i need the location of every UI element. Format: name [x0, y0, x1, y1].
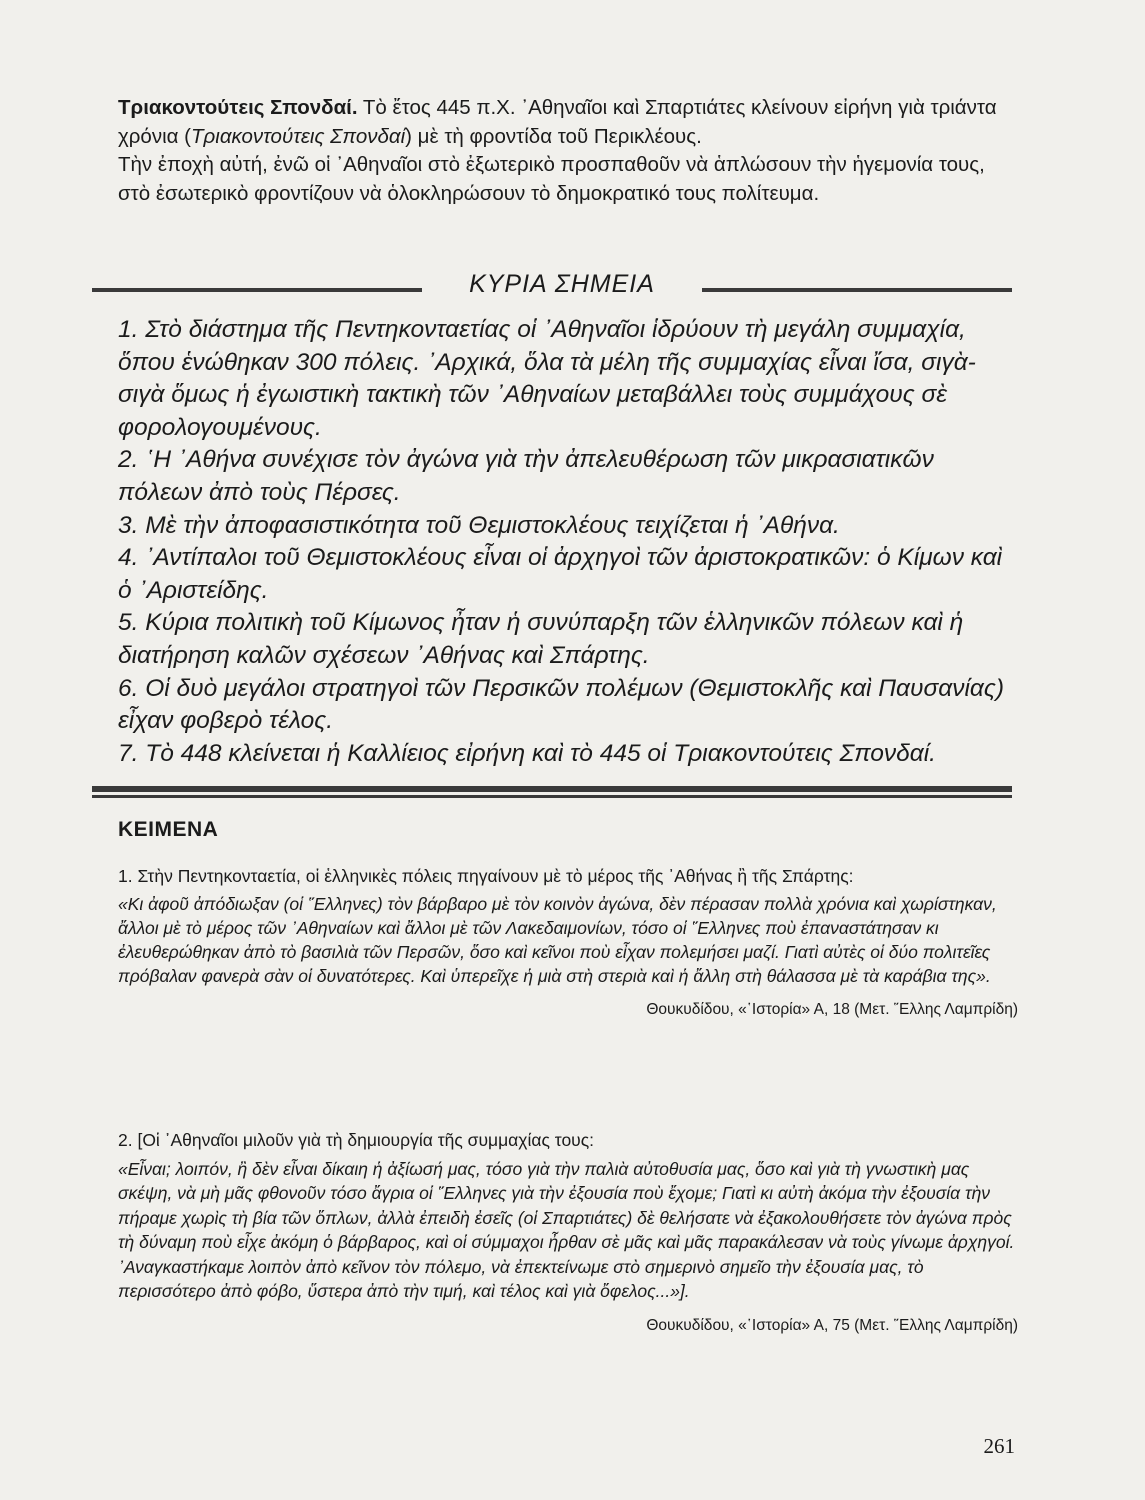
- key-point: 7. Τὸ 448 κλείνεται ἡ Καλλίειος εἰρήνη καὶ τὸ 445 οἱ Τριακοντούτεις Σπονδαί.: [118, 739, 936, 767]
- excerpt-2-source: Θουκυδίδου, «῾Ιστορία» Α, 75 (Μετ. ῞Ελλης Λαμπρίδη): [646, 1316, 1018, 1334]
- excerpt-2-intro: 2. [Οἱ ᾿Αθηναῖοι μιλοῦν γιὰ τὴ δημιουργία τῆς συμμαχίας τους:: [118, 1130, 595, 1150]
- key-point: 3. Μὲ τὴν ἀποφασιστικότητα τοῦ Θεμιστοκλέους τειχίζεται ἡ ᾿Αθήνα.: [118, 511, 840, 539]
- intro-text-a: Τὸ ἔτος 445 π.Χ. ᾿Αθηναῖοι καὶ Σπαρτιάτες κλείνουν εἰρήνη γιὰ τριάντα χρόνια (: [118, 96, 997, 148]
- text-excerpt-2: [118, 1128, 1018, 1338]
- intro-paragraph-1: [118, 94, 1018, 151]
- section-divider-thin: [92, 795, 1012, 798]
- key-points-list: [118, 314, 1018, 770]
- heading-rule-right: [702, 288, 1012, 292]
- page-number: 261: [983, 1434, 1015, 1458]
- intro-section: [118, 94, 1018, 208]
- key-point: 4. ᾿Αντίπαλοι τοῦ Θεμιστοκλέους εἶναι οἱ ἀρχηγοὶ τῶν ἀριστοκρατικῶν: ὁ Κίμων καὶ ὁ ᾿Αριστείδης.: [118, 544, 1003, 604]
- intro-text-b: ) μὲ τὴ φροντίδα τοῦ Περικλέους.: [405, 124, 702, 148]
- kyria-heading-row: [92, 268, 1012, 308]
- intro-heading: Τριακοντούτεις Σπονδαί.: [118, 96, 358, 119]
- key-point: 1. Στὸ διάστημα τῆς Πεντηκονταετίας οἱ ᾿Αθηναῖοι ἱδρύουν τὴ μεγάλη συμμαχία, ὅπου ἑνώθηκαν 300 πόλεις. ᾿Αρχικά, ὅλα τὰ μέλη τῆς συμμαχίας εἶναι ἴσα, σιγὰ-σιγὰ ὅμως ἡ ἐγωιστικὴ τακτικὴ τῶν ᾿Αθηναίων μεταβάλλει τοὺς συμμάχους σὲ φορολογουμένους.: [118, 316, 976, 441]
- intro-italic-term: Τριακοντούτεις Σπονδαί: [191, 124, 406, 148]
- key-point: 2. ῾Η ᾿Αθήνα συνέχισε τὸν ἀγώνα γιὰ τὴν ἀπελευθέρωση τῶν μικρασιατικῶν πόλεων ἀπὸ τοὺς Πέρσες.: [118, 446, 934, 506]
- heading-rule-left: [92, 288, 422, 292]
- text-excerpt-1: [118, 864, 1018, 1022]
- excerpt-2-quote: «Εἶναι; λοιπόν, ἢ δὲν εἶναι δίκαιη ἡ ἀξίωσή μας, τόσο γιὰ τὴν παλιὰ αὐτοθυσία μας, ὅσο καὶ γιὰ τὴ γνωστικὴ μας σκέψη, νὰ μὴ μᾶς φθονοῦν τόσο ἄγρια οἱ ῞Ελληνες γιὰ τὴν ἐξουσία ποὺ ἔχομε; Γιατὶ κι αὐτὴ ἀκόμα τὴν ἐξουσία τὴν πήραμε χωρὶς τὴ βία τῶν ὅπλων, ἀλλὰ ἐπειδὴ ἐσεῖς (οἱ Σπαρτιάτες) δὲ θελήσατε νὰ ἐξακολουθήσετε τὸν ἀγώνα πρὸς τὴ δύναμη ποὺ εἶχε ἀκόμη ὁ βάρβαρος, καὶ οἱ σύμμαχοι ἦρθαν σὲ μᾶς καὶ μᾶς παρακάλεσαν νὰ τοὺς γίνωμε ἀρχηγοί. ᾿Αναγκαστήκαμε λοιπὸν ἀπὸ κεῖνον τὸν πόλεμο, νὰ ἐπεκτείνωμε στὸ σημερινὸ σημεῖο τὴν ἐξουσία μας, τὸ περισσότερο ἀπὸ φόβο, ὕστερα ἀπὸ τὴν τιμή, καὶ τέλος καὶ γιὰ ὄφελος...»].: [118, 1158, 1015, 1301]
- excerpt-1-source: Θουκυδίδου, «῾Ιστορία» Α, 18 (Μετ. ῞Ελλης Λαμπρίδη): [646, 1001, 1018, 1018]
- key-point: 6. Οἱ δυὸ μεγάλοι στρατηγοὶ τῶν Περσικῶν πολέμων (Θεμιστοκλῆς καὶ Παυσανίας) εἶχαν φοβερὸ τέλος.: [118, 674, 1004, 735]
- intro-paragraph-2: Τὴν ἐποχὴ αὐτή, ἐνῶ οἱ ᾿Αθηναῖοι στὸ ἐξωτερικὸ προσπαθοῦν νὰ ἁπλώσουν τὴν ἡγεμονία τους, στὸ ἐσωτερικὸ φροντίζουν νὰ ὁλοκληρώσουν τὸ δημοκρατικό τους πολίτευμα.: [118, 153, 985, 205]
- section-divider-thick: [92, 786, 1012, 792]
- excerpt-1-quote: «Κι ἀφοῦ ἀπόδιωξαν (οἱ ῞Ελληνες) τὸν βάρβαρο μὲ τὸν κοινὸν ἀγώνα, δὲν πέρασαν πολλὰ χρόνια καὶ χωρίστηκαν, ἄλλοι μὲ τὸ μέρος τῶν ᾿Αθηναίων καὶ ἄλλοι μὲ τῶν Λακεδαιμονίων, τόσο οἱ ῞Ελληνες ποὺ ἐπαναστάτησαν κι ἐλευθερώθηκαν ἀπὸ τὸ βασιλιὰ τῶν Περσῶν, ὅσο καὶ κεῖνοι ποὺ εἶχαν πολεμήσει μαζί. Γιατὶ αὐτὲς οἱ δύο πολιτεῖες πρόβαλαν φανερὰ σὰν οἱ δυνατότερες. Καὶ ὑπερεῖχε ἡ μιὰ στὴ στεριὰ καὶ ἡ ἄλλη στὴ θάλασσα μὲ τὰ καράβια της».: [118, 894, 997, 986]
- keimena-title: ΚΕΙΜΕΝΑ: [118, 818, 219, 841]
- key-point: 5. Κύρια πολιτικὴ τοῦ Κίμωνος ἦταν ἡ συνύπαρξη τῶν ἑλληνικῶν πόλεων καὶ ἡ διατήρηση καλῶν σχέσεων ᾿Αθήνας καὶ Σπάρτης.: [118, 609, 964, 669]
- kyria-semeia-title: ΚΥΡΙΑ ΣΗΜΕΙΑ: [469, 270, 655, 298]
- excerpt-1-intro: 1. Στὴν Πεντηκονταετία, οἱ ἑλληνικὲς πόλεις πηγαίνουν μὲ τὸ μέρος τῆς ᾿Αθήνας ἢ τῆς Σπάρτης:: [118, 866, 854, 886]
